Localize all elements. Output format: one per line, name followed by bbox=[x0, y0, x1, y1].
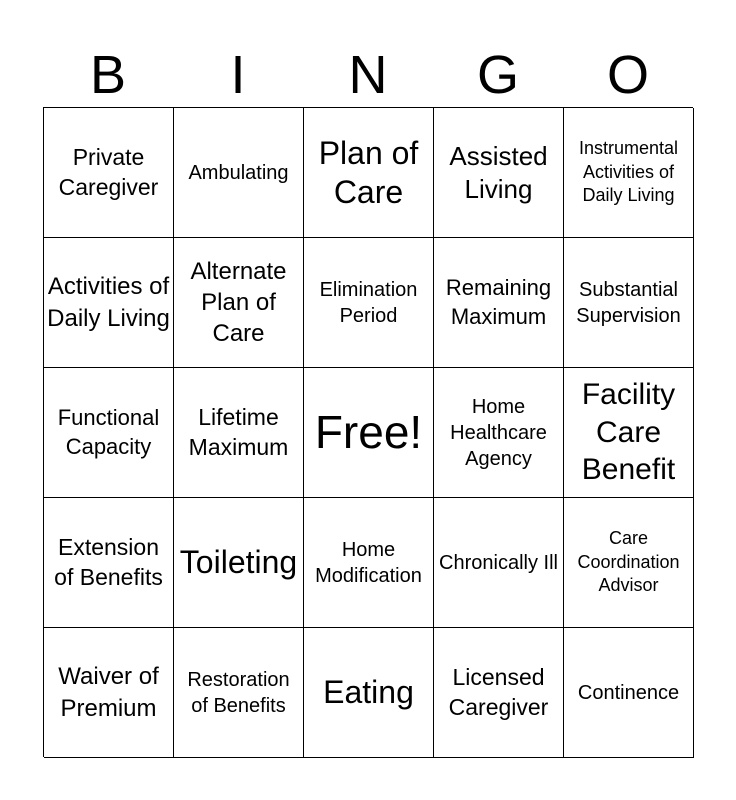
bingo-cell[interactable] bbox=[174, 628, 304, 758]
bingo-cell[interactable] bbox=[44, 628, 174, 758]
cell-label: Care Coordination Advisor bbox=[577, 528, 680, 596]
bingo-cell[interactable] bbox=[434, 238, 564, 368]
bingo-cell[interactable] bbox=[564, 238, 694, 368]
cell-label: Facility Care Benefit bbox=[581, 378, 676, 487]
bingo-cell[interactable] bbox=[564, 498, 694, 628]
header-letter-o: O bbox=[606, 45, 649, 105]
bingo-cell[interactable] bbox=[434, 108, 564, 238]
bingo-header bbox=[43, 42, 693, 108]
bingo-cell[interactable] bbox=[44, 368, 174, 498]
cell-label: Waiver of Premium bbox=[58, 663, 159, 722]
bingo-cell[interactable] bbox=[174, 108, 304, 238]
bingo-cell[interactable] bbox=[304, 108, 434, 238]
bingo-cell[interactable] bbox=[174, 368, 304, 498]
bingo-cell[interactable] bbox=[44, 238, 174, 368]
header-letter-n: N bbox=[348, 45, 388, 105]
cell-label: Eating bbox=[323, 674, 414, 711]
cell-label: Substantial Supervision bbox=[576, 278, 681, 327]
bingo-cell[interactable] bbox=[434, 498, 564, 628]
cell-label: Alternate Plan of Care bbox=[190, 257, 287, 348]
bingo-cell[interactable] bbox=[564, 368, 694, 498]
cell-label: Ambulating bbox=[188, 161, 289, 184]
cell-label: Private Caregiver bbox=[58, 143, 159, 200]
bingo-cell[interactable] bbox=[434, 368, 564, 498]
cell-label: Lifetime Maximum bbox=[188, 403, 289, 460]
bingo-cell[interactable] bbox=[434, 628, 564, 758]
cell-label: Chronically Ill bbox=[439, 551, 558, 574]
cell-label: Licensed Caregiver bbox=[448, 663, 549, 720]
cell-label: Activities of Daily Living bbox=[47, 273, 170, 332]
bingo-cell[interactable] bbox=[174, 238, 304, 368]
cell-label: Toileting bbox=[179, 544, 298, 581]
cell-label: Home Modification bbox=[315, 538, 422, 587]
header-letter-i: I bbox=[230, 45, 246, 105]
bingo-cell[interactable] bbox=[44, 498, 174, 628]
bingo-cell[interactable] bbox=[44, 108, 174, 238]
cell-label: Continence bbox=[577, 681, 680, 704]
bingo-cell[interactable] bbox=[174, 498, 304, 628]
cell-label: Elimination Period bbox=[319, 278, 418, 327]
cell-label: Restoration of Benefits bbox=[187, 668, 290, 717]
cell-label: Assisted Living bbox=[449, 141, 548, 204]
cell-label: Functional Capacity bbox=[57, 404, 160, 459]
cell-label: Extension of Benefits bbox=[54, 533, 163, 590]
free-space-label: Free! bbox=[314, 406, 423, 459]
cell-label: Remaining Maximum bbox=[445, 274, 552, 329]
bingo-cell[interactable] bbox=[304, 498, 434, 628]
header-letter-b: B bbox=[89, 45, 127, 105]
cell-label: Home Healthcare Agency bbox=[450, 395, 547, 470]
bingo-cell[interactable] bbox=[564, 628, 694, 758]
cell-label: Plan of Care bbox=[318, 135, 419, 210]
bingo-cell[interactable] bbox=[564, 108, 694, 238]
bingo-board bbox=[43, 107, 693, 757]
bingo-cell[interactable] bbox=[304, 238, 434, 368]
free-space-cell[interactable] bbox=[304, 368, 434, 498]
cell-label: Instrumental Activities of Daily Living bbox=[578, 138, 679, 206]
header-letter-g: G bbox=[476, 45, 519, 105]
bingo-cell[interactable] bbox=[304, 628, 434, 758]
